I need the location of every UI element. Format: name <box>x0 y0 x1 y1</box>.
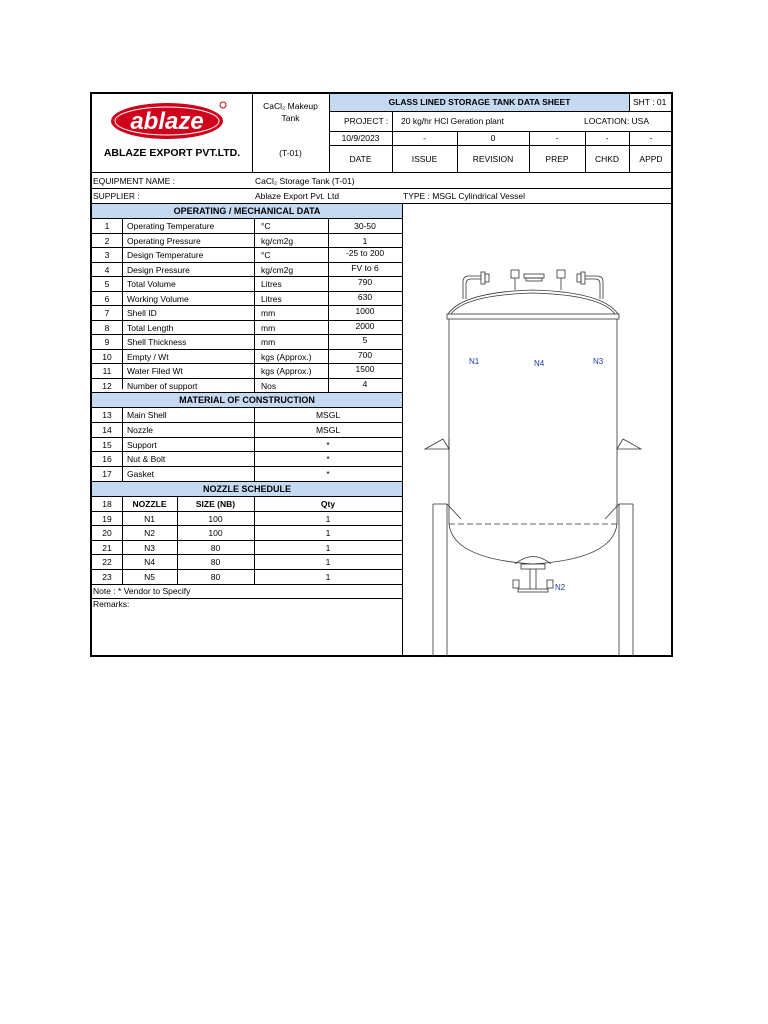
equipment-name-value: CaCl₂ Storage Tank (T-01) <box>255 176 355 186</box>
nozzle-row-size: 80 <box>210 543 221 553</box>
op-row-value: 2000 <box>355 321 375 331</box>
op-row-unit: mm <box>261 337 276 347</box>
rev-revision-label: REVISION <box>472 154 514 164</box>
supplier-label: SUPPLIER : <box>93 191 140 201</box>
rev-prep-label: PREP <box>545 154 569 164</box>
rev-issue-label: ISSUE <box>411 154 438 164</box>
op-row-value: 790 <box>357 277 373 287</box>
op-row-param: Shell Thickness <box>127 337 187 347</box>
nozzle-header-nozzle: NOZZLE <box>132 499 167 509</box>
op-row-param: Design Pressure <box>127 265 190 275</box>
op-row-unit: °C <box>261 250 271 260</box>
op-row-unit: kg/cm2g <box>261 236 294 246</box>
nozzle-row-no: 22 <box>102 557 112 567</box>
nozzle-row-qty: 1 <box>325 528 331 538</box>
op-row-param: Operating Pressure <box>127 236 201 246</box>
company-logo <box>110 100 228 140</box>
op-row-unit: kgs (Approx.) <box>261 366 312 376</box>
rev-chkd-label: CHKD <box>594 154 620 164</box>
op-row-no: 2 <box>104 236 110 246</box>
data-sheet <box>90 92 673 657</box>
op-row-unit: Litres <box>261 279 282 289</box>
mat-row-part: Nut & Bolt <box>127 454 166 464</box>
op-row-value: 1000 <box>355 306 375 316</box>
op-row-no: 8 <box>104 323 110 333</box>
tank-name-line1: CaCl₂ Makeup <box>263 101 318 111</box>
vendor-note: Note : * Vendor to Specify <box>93 586 191 596</box>
op-row-value: 4 <box>362 379 368 389</box>
op-row-no: 11 <box>102 366 112 376</box>
op-row-value: 30-50 <box>354 221 376 231</box>
nozzle-label-n3: N3 <box>593 357 604 366</box>
op-row-param: Number of support <box>127 381 198 391</box>
op-row-no: 5 <box>104 279 110 289</box>
tank-name-line2: Tank <box>281 113 300 123</box>
nozzle-header-size: SIZE (NB) <box>195 499 236 509</box>
mat-row-value: * <box>326 440 330 450</box>
op-row-value: 700 <box>357 350 373 360</box>
nozzle-label-n2: N2 <box>555 583 566 592</box>
sheet-title: GLASS LINED STORAGE TANK DATA SHEET <box>388 97 571 107</box>
mat-row-part: Support <box>127 440 157 450</box>
nozzle-row-name: N1 <box>144 514 155 524</box>
nozzle-row-qty: 1 <box>325 543 331 553</box>
op-row-param: Working Volume <box>127 294 189 304</box>
op-row-value: FV to 6 <box>351 263 379 273</box>
op-row-unit: mm <box>261 323 276 333</box>
rev-prep-value: - <box>555 133 559 143</box>
op-row-param: Shell ID <box>127 308 157 318</box>
vessel-type: TYPE : MSGL Cylindrical Vessel <box>403 191 526 201</box>
company-name: ABLAZE EXPORT PVT.LTD. <box>103 147 241 159</box>
nozzle-row-qty: 1 <box>325 514 331 524</box>
nozzle-row-size: 100 <box>208 528 223 538</box>
op-row-param: Water Filed Wt <box>127 366 183 376</box>
nozzle-row-qty: 1 <box>325 557 331 567</box>
supplier-value: Ablaze Export Pvt. Ltd <box>255 191 340 201</box>
nozzle-row-name: N5 <box>144 572 155 582</box>
tank-tag: (T-01) <box>279 148 302 158</box>
op-row-unit: mm <box>261 308 276 318</box>
rev-date-label: DATE <box>349 154 372 164</box>
section-nozzle: NOZZLE SCHEDULE <box>202 484 291 494</box>
op-row-no: 7 <box>104 308 110 318</box>
mat-row-no: 14 <box>102 425 112 435</box>
nozzle-row-size: 80 <box>210 557 221 567</box>
mat-row-value: * <box>326 454 330 464</box>
op-row-unit: Litres <box>261 294 282 304</box>
nozzle-row-no: 21 <box>102 543 112 553</box>
mat-row-value: * <box>326 469 330 479</box>
project-label: PROJECT : <box>344 116 389 126</box>
nozzle-row-name: N3 <box>144 543 155 553</box>
rev-revision-value: 0 <box>490 133 496 143</box>
mat-row-no: 17 <box>102 469 112 479</box>
op-row-value: 1500 <box>355 364 375 374</box>
nozzle-row-name: N4 <box>144 557 155 567</box>
rev-appd-label: APPD <box>639 154 663 164</box>
op-row-param: Operating Temperature <box>127 221 215 231</box>
nozzle-row-size: 100 <box>208 514 223 524</box>
op-row-unit: kgs (Approx.) <box>261 352 312 362</box>
project-value: 20 kg/hr HCl Geration plant <box>401 116 504 126</box>
nozzle-row-no: 19 <box>102 514 112 524</box>
nozzle-header-qty: Qty <box>320 499 336 509</box>
nozzle-header-no: 18 <box>102 499 112 509</box>
rev-issue-value: - <box>423 133 426 143</box>
rev-chkd-value: - <box>605 133 609 143</box>
mat-row-part: Main Shell <box>127 410 167 420</box>
op-row-unit: Nos <box>261 381 277 391</box>
mat-row-part: Gasket <box>127 469 154 479</box>
op-row-no: 1 <box>104 221 110 231</box>
op-row-param: Total Length <box>127 323 174 333</box>
mat-row-no: 16 <box>102 454 112 464</box>
op-row-value: 630 <box>357 292 373 302</box>
op-row-unit: kg/cm2g <box>261 265 294 275</box>
mat-row-no: 13 <box>102 410 112 420</box>
op-row-value: 1 <box>362 236 368 246</box>
mat-row-value: MSGL <box>315 425 341 435</box>
op-row-param: Design Temperature <box>127 250 204 260</box>
logo-text: ablaze <box>130 108 204 135</box>
op-row-no: 3 <box>104 250 110 260</box>
rev-date-value: 10/9/2023 <box>341 133 380 143</box>
op-row-value: 5 <box>362 335 368 345</box>
remarks-label: Remarks: <box>93 599 130 609</box>
nozzle-label-n1: N1 <box>469 357 480 366</box>
nozzle-label-n4: N4 <box>534 359 545 368</box>
nozzle-row-size: 80 <box>210 572 221 582</box>
vessel-drawing <box>403 204 673 657</box>
mat-row-no: 15 <box>102 440 112 450</box>
rev-appd-value: - <box>649 133 653 143</box>
op-row-no: 4 <box>104 265 110 275</box>
equipment-name-label: EQUIPMENT NAME : <box>93 176 176 186</box>
op-row-param: Empty / Wt <box>127 352 169 362</box>
location: LOCATION: USA <box>584 116 650 126</box>
op-row-value: -25 to 200 <box>345 248 385 258</box>
nozzle-row-no: 23 <box>102 572 112 582</box>
nozzle-row-qty: 1 <box>325 572 331 582</box>
nozzle-row-no: 20 <box>102 528 112 538</box>
op-row-no: 6 <box>104 294 110 304</box>
nozzle-row-name: N2 <box>144 528 155 538</box>
op-row-no: 9 <box>104 337 110 347</box>
op-row-no: 10 <box>102 352 112 362</box>
section-material: MATERIAL OF CONSTRUCTION <box>179 395 315 405</box>
op-row-unit: °C <box>261 221 271 231</box>
op-row-param: Total Volume <box>127 279 176 289</box>
sheet-number: SHT : 01 <box>633 97 667 107</box>
mat-row-value: MSGL <box>315 410 341 420</box>
op-row-no: 12 <box>102 381 112 391</box>
section-operating: OPERATING / MECHANICAL DATA <box>173 206 321 216</box>
mat-row-part: Nozzle <box>127 425 153 435</box>
